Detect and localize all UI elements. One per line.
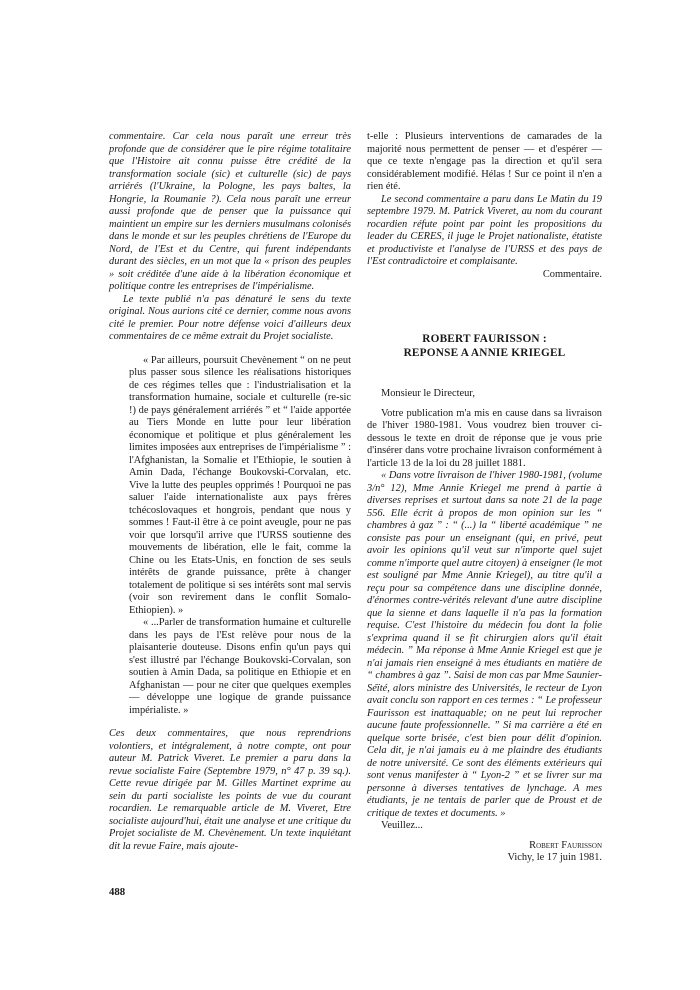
right-column	[367, 131, 602, 865]
article-heading-line-1: ROBERT FAURISSON :	[422, 333, 547, 345]
right-paragraph-3: Votre publication m'a mis en cause dans sa livraison de l'hiver 1980-1981. Vous voudrez bien trouver ci-dessous le texte en droit de réponse que je vous prie d'insérer dans votre prochaine livraison conformément à l'article 13 de la loi du 28 juillet 1881.	[367, 407, 602, 469]
quote-2: « ...Parler de transformation humaine et culturelle dans les pays de l'Est relève pour nous de la plaisanterie douteuse. Disons enfin qu'un pays qui s'est illustré par l'échange Boukovski-Corvalan, son soutien à Amin Dada, sa politique en Ethiopie et en Afghanistan — pour ne citer que quelques exemples — développe une logique de grande puissance impérialiste. »	[129, 617, 351, 716]
page-number: 488	[109, 886, 126, 898]
salutation: Monsieur le Directeur,	[381, 388, 475, 399]
right-paragraph-2: Le second commentaire a paru dans Le Matin du 19 septembre 1979. M. Patrick Viveret, au nom du courant rocardien réfute point par point les propositions du leader du CERES, il juge le Projet nationaliste, étatiste et productiviste et l'analyse de l'URSS et des pays de l'Est contradictoire et complaisante.	[367, 193, 602, 267]
right-paragraph-1: t-elle : Plusieurs interventions de camarades de la majorité nous permettent de penser — et d'espérer — que ce texte n'engage pas la direction et qu'il sera considérablement modifié. Hélas ! Sur ce point il n'en a rien été.	[367, 131, 602, 192]
quote-1: « Par ailleurs, poursuit Chevènement “ on ne peut plus passer sous silence les réalisations historiques de ces régimes telles que : l'industrialisation et la transformation humaine, sociale et culturelle (re-sic !) de pays généralement arriérés ” et “ l'aide apportée au Tiers Monde en lutte pour leur libération économique et politique et plus généralement les limites imposées aux entreprises de l'impérialisme ” : l'Afghanistan, la Somalie et l'Ethiopie, le soutien à Amin Dada, l'échange Boukovski-Corvalan, etc. Vive la lutte des peuples opprimés ! Pourquoi ne pas saluer l'aide internationaliste aux pays frères tchécoslovaques et hongrois, pendant que nous y sommes ! Faut-il être à ce point aveugle, pour ne pas voir que lorsqu'il arrive que l'URSS soutienne des mouvements de libération, elle le fait, comme la Chine ou les Etats-Unis, en fonction de ses seuls intérêts de grande puissance, prête à changer totalement de politique si ses intérêts sont mal servis (voir son revirement dans le conflit Somalo-Ethiopien). »	[129, 354, 351, 616]
article-heading-line-2: REPONSE A ANNIE KRIEGEL	[403, 346, 566, 359]
signature-commentaire: Commentaire.	[542, 268, 602, 280]
right-paragraph-4: « Dans votre livraison de l'hiver 1980-1981, (volume 3/n° 12), Mme Annie Kriegel me prend à partie à diverses reprises et surtout dans sa note 21 de la page 556. Elle écrit à propos de mon opinion sur les “ chambres à gaz ” : “ (...) la “ liberté académique ” ne consiste pas pour un enseignant (qui, en privé, peut avoir les opinions qu'il veut sur n'importe quel sujet comme n'importe quel autre citoyen) à enseigner (le mot est souligné par Mme Annie Kriegel), au titre qu'il a reçu pour sa compétence dans une discipline donnée, d'énormes contre-vérités relevant d'une autre discipline que la sienne et dans laquelle il n'a pas la formation requise. C'est l'histoire du médecin fou dont la folie s'exprima quand il se fit chirurgien alors qu'il était médecin. ” Ma réponse à Mme Annie Kriegel est que je n'ai jamais rien enseigné à mes étudiants en matière de “ chambres à gaz ”. Saisi de mon cas par Mme Saunier-Séïté, alors ministre des Universités, le recteur de Lyon avait conclu son rapport en ces termes : “ Le professeur Faurisson est inattaquable; on ne peut lui reprocher aucune faute professionnelle. ” Si ma carrière a été en quelque sorte brisée, c'est bien pour délit d'opinion. Cela dit, je n'ai jamais eu à me plaindre des étudiants de notre université. Ce sont des éléments extérieurs qui sont venus manifester à “ Lyon-2 ” et se livrer sur ma personne à diverses tentatives de lynchage. A mes étudiants, je ne tentais de parler que de Proust et de critique de textes et documents. »	[367, 470, 602, 819]
closing: Veuillez...	[381, 820, 423, 831]
left-paragraph-2: Le texte publié n'a pas dénaturé le sens du texte original. Nous aurions cité ce dernier, comme nous avons cité le premier. Pour notre défense voici d'ailleurs deux commentaires de ce même extrait du Projet socialiste.	[109, 293, 351, 342]
left-paragraph-1: commentaire. Car cela nous paraît une erreur très profonde que de considérer que le pire régime totalitaire que l'Histoire ait connu puisse être crédité de la transformation sociale (sic) et culturelle (sic) de pays arriérés (l'Ukraine, la Pologne, les pays baltes, la Hongrie, la Roumanie ?). Cela nous paraît une erreur aussi profonde que de penser que la puissance qui maintient un empire sur les derniers musulmans colonisés dans le monde et sur les peuples chrétiens de l'Europe du Nord, de l'Est et du Centre, qui furent indépendants durant des siècles, en un mot que la « prison des peuples » soit créditée d'une aide à la libération économique et politique contre les entreprises de l'impérialisme.	[109, 131, 351, 292]
left-paragraph-3: Ces deux commentaires, que nous reprendrions volontiers, et intégralement, à notre compte, ont pour auteur M. Patrick Viveret. Le premier a paru dans la revue socialiste Faire (Septembre 1979, n° 47 p. 39 sq.). Cette revue dirigée par M. Gilles Martinet exprime au sein du parti socialiste les points de vue du courant rocardien. Le remarquable article de M. Viveret, Etre socialiste aujourd'hui, était une analyse et une critique du Projet socialiste de M. Chevènement. Un texte inquiétant dit la revue Faire, mais ajoute-	[109, 728, 351, 852]
signature-name: Robert Faurisson	[529, 839, 602, 851]
signature-place-date: Vichy, le 17 juin 1981.	[507, 852, 602, 863]
left-column	[109, 131, 351, 853]
